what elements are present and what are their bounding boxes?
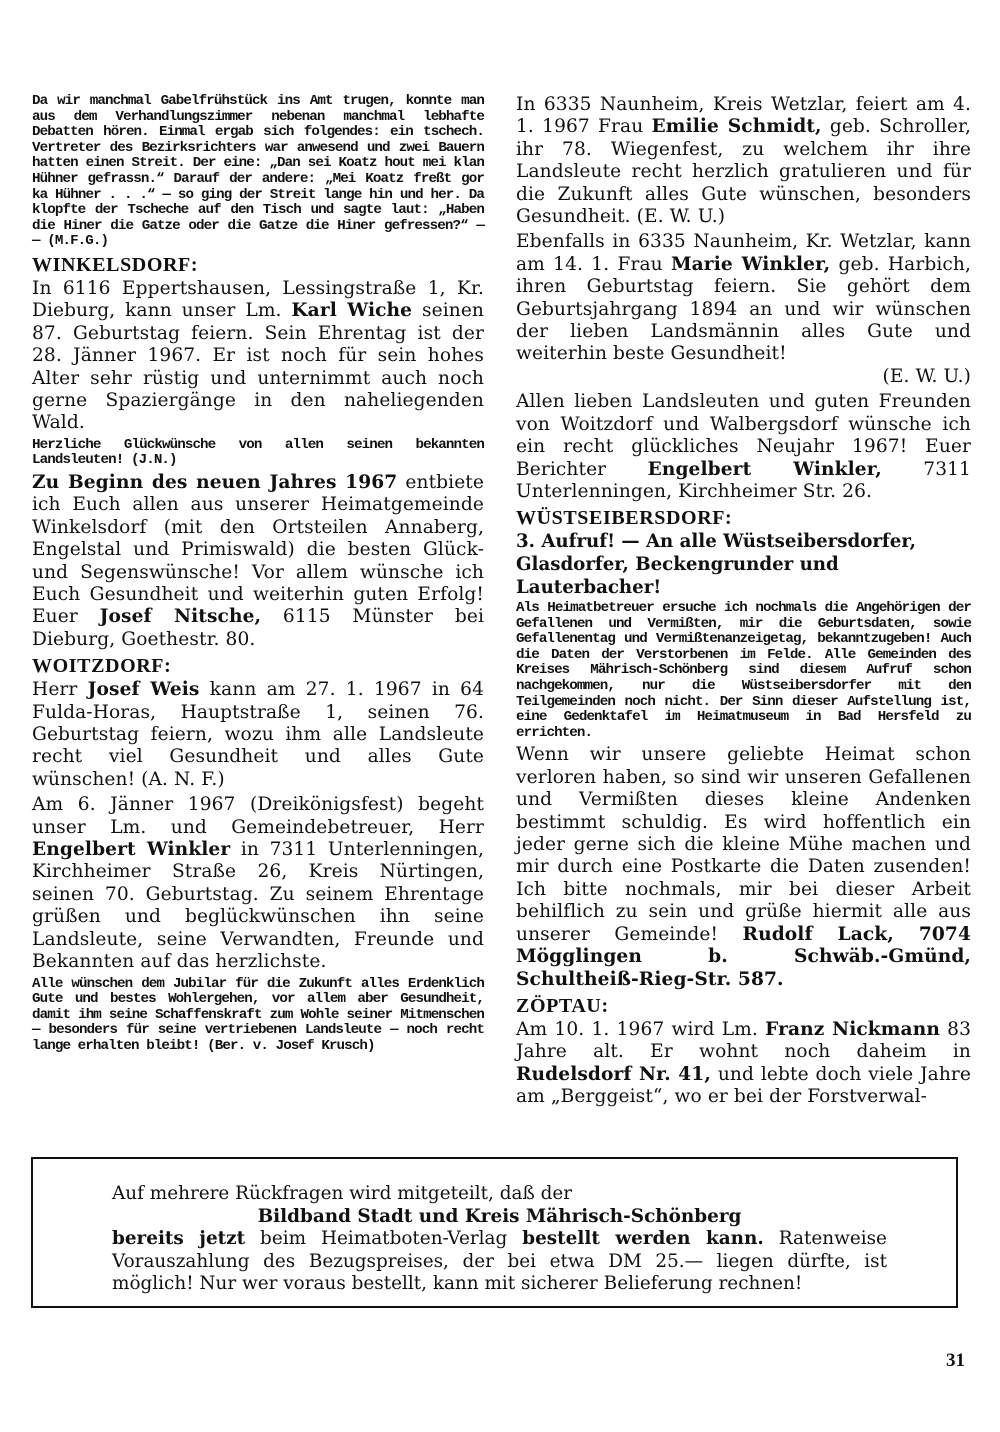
nitsche-lead: Zu Beginn des neuen Jahres 1967 bbox=[32, 471, 398, 493]
aufruf-title: 3. Aufruf! — An alle Wüstseibersdorfer, Glasdorfer, Beckengrunder und Lauterbacher! bbox=[516, 531, 916, 598]
name-josef-nitsche: Josef Nitsche, bbox=[99, 606, 262, 628]
heading-zoeptau: ZÖPTAU: bbox=[516, 994, 609, 1017]
wiche-greeting: Herzliche Glückwünsche von allen seinen bekannten Landsleuten! (J.N.) bbox=[32, 436, 484, 469]
name-franz-nickmann: Franz Nickmann bbox=[765, 1018, 940, 1040]
winkler-wishes: Alle wünschen dem Jubilar für die Zukunft alles Erdenklich Gute und bestes Wohlergehen, vor allem aber Gesundheit, damit ihm seine Schaffenskraft zum Wohle seiner Mitmenschen — besonders für seine vertriebenen Landsleute — noch recht lange erhalten bleibt! (Ber. v. Josef Krusch) bbox=[32, 975, 484, 1054]
article-newyear: Allen lieben Landsleuten und guten Freunden von Woitzdorf und Walbergsdorf wünsche ich ein recht glückliches Neujahr 1967! Euer Berichter Engelbert Winkler, 7311 Unterlenningen, Kirchheimer Str. 26. bbox=[516, 391, 971, 502]
intro-anecdote: Da wir manchmal Gabelfrühstück ins Amt trugen, konnte man aus dem Verhandlungszimmer nebenan manchmal lebhafte Debatten hören. Einmal ergab sich folgendes: ein tschech. Vertreter des Bezirksrichters war anwesend und zwei Bauern hatten einen Streit. Der eine: „Dan sei Koatz hout mei klan Hühner gefrassn.“ Darauf der andere: „Mei Koatz freßt gor ka Hühner . . .“ — so ging der Streit lange hin und her. Da klopfte der Tscheche auf den Tisch und sagte laut: „Haben die Hiner die Gatze oder die Gatze die Hiner gefressen?“ — — (M.F.G.) bbox=[32, 93, 484, 250]
heading-wuestseibersdorf: WÜSTSEIBERSDORF: bbox=[516, 507, 733, 530]
article-wiche: In 6116 Eppertshausen, Lessingstraße 1, Kr. Dieburg, kann unser Lm. Karl Wiche seinen 87. Geburtstag feiern. Sein Ehrentag ist der 28. Jänner 1967. Er ist noch für sein hohes Alter sehr rüstig und unternimmt auch noch gerne Spaziergänge in den naheliegenden Wald. bbox=[32, 277, 484, 434]
heading-winkelsdorf: WINKELSDORF: bbox=[32, 253, 199, 276]
article-lack: Wenn wir unsere geliebte Heimat schon verloren haben, so sind wir unseren Gefallenen und Vermißten dieses kleine Andenken bestimmt schuldig. Es wird hoffentlich ein jeder gerne sich die kleine Mühe machen und mir durch eine Postkarte die Daten zusenden! Ich bitte nochmals, mir bei dieser Arbeit behilflich zu sein und grüße hiermit alle aus unserer Gemeinde! Rudolf Lack, 7074 Mögglingen b. Schwäb.-Gmünd, Schultheiß-Rieg-Str. 587. bbox=[516, 744, 971, 990]
place-rudelsdorf: Rudelsdorf Nr. 41, bbox=[516, 1063, 711, 1085]
name-josef-weis: Josef Weis bbox=[87, 679, 200, 701]
article-schmidt: In 6335 Naunheim, Kreis Wetzlar, feiert am 4. 1. 1967 Frau Emilie Schmidt, geb. Schroller, ihr 78. Wiegenfest, zu welchem ihr ihre Landsleute recht herzlich gratulieren und für die Zukunft alles Gute wünschen, besonders Gesundheit. (E. W. U.) bbox=[516, 94, 971, 228]
article-nickmann: Am 10. 1. 1967 wird Lm. Franz Nickmann 83 Jahre alt. Er wohnt noch daheim in Rudelsdorf Nr. 41, und lebte doch viele Jahre am „Berggeist“, wo er bei der Forstverwal- bbox=[516, 1018, 972, 1108]
name-emilie-schmidt: Emilie Schmidt, bbox=[651, 116, 822, 138]
article-marie-winkler: Ebenfalls in 6335 Naunheim, Kr. Wetzlar, kann am 14. 1. Frau Marie Winkler, geb. Harbich, ihren Geburtstag feiern. Sie gehört dem Geburtsjahrgang 1894 an und wir wünschen der lieben Landsmännin alles Gute und weiterhin beste Gesundheit! bbox=[516, 231, 971, 365]
notice-line-3: bereits jetzt beim Heimatboten-Verlag bestellt werden kann. Ratenweise Vorauszahlung des Bezugspreises, der bei etwa DM 25.— liegen dürfte, ist möglich! Nur wer voraus bestellt, kann mit sicherer Belieferung rechnen! bbox=[112, 1228, 887, 1295]
right-column bbox=[516, 94, 971, 1112]
notice-box bbox=[31, 1157, 958, 1308]
page-number: 31 bbox=[946, 1350, 965, 1371]
left-column bbox=[32, 94, 484, 1057]
name-rudolf-lack: Rudolf Lack, 7074 Mögglingen b. Schwäb.-Gmünd, Schultheiß-Rieg-Str. 587. bbox=[516, 923, 971, 990]
article-nitsche: Zu Beginn des neuen Jahres 1967 entbiete ich Euch allen aus unserer Heimatgemeinde Winkelsdorf (mit den Ortsteilen Annaberg, Engelstal und Primiswald) die besten Glück- und Segenswünsche! Vor allem wünsche ich Euch Gesundheit und weiterhin guten Erfolg! Euer Josef Nitsche, 6115 Münster bei Dieburg, Goethestr. 80. bbox=[32, 471, 484, 650]
name-marie-winkler: Marie Winkler, bbox=[670, 253, 831, 275]
article-weis: Herr Josef Weis kann am 27. 1. 1967 in 64 Fulda-Horas, Hauptstraße 1, seinen 76. Geburtstag feiern, wozu ihm alle Landsleute recht viel Gesundheit und alles Gute wünschen! (A. N. F.) bbox=[32, 679, 485, 790]
name-karl-wiche: Karl Wiche bbox=[291, 300, 413, 322]
aufruf-text: Als Heimatbetreuer ersuche ich nochmals die Angehörigen der Gefallenen und Vermißten, mir die Geburtsdaten, sowie Gefallenentag und Vermißtenanzeigetag, bekanntzugeben! Auch die Daten der Verstorbenen im Felde. Alle Gemeinden des Kreises Mährisch-Schönberg sind diesem Aufruf schon nachgekommen, nur die Wüstseibersdorfer mit den Teilgemeinden noch nicht. Der Sinn dieser Aufstellung ist, eine Gedenktafel im Heimatmuseum in Bad Hersfeld zu errichten. bbox=[516, 600, 971, 741]
heading-woitzdorf: WOITZDORF: bbox=[32, 655, 172, 678]
notice-content bbox=[112, 1183, 887, 1296]
notice-book-title: Bildband Stadt und Kreis Mährisch-Schönberg bbox=[257, 1205, 742, 1227]
notice-line-1: Auf mehrere Rückfragen wird mitgeteilt, daß der bbox=[112, 1183, 573, 1204]
name-engelbert-winkler-2: Engelbert Winkler, bbox=[647, 458, 882, 480]
name-engelbert-winkler: Engelbert Winkler bbox=[32, 839, 231, 861]
marie-winkler-sign: (E. W. U.) bbox=[882, 365, 971, 387]
article-winkler: Am 6. Jänner 1967 (Dreikönigsfest) begeht unser Lm. und Gemeindebetreuer, Herr Engelbert Winkler in 7311 Unterlenningen, Kirchheimer Straße 26, Kreis Nürtingen, seinen 70. Geburtstag. Zu seinem Ehrentage grüßen und beglückwünschen ihn seine Landsleute, seine Verwandten, Freunde und Bekannten auf das herzlichste. bbox=[32, 794, 484, 973]
